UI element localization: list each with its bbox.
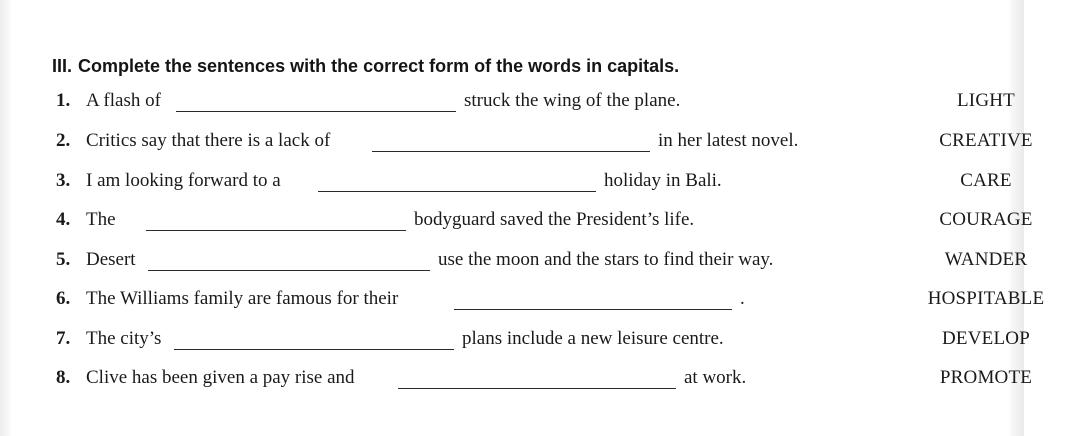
capital-word: HOSPITABLE bbox=[927, 288, 1045, 309]
item-text-before: The bbox=[86, 209, 116, 230]
item-number: 8. bbox=[56, 367, 71, 388]
answer-blank-7[interactable] bbox=[174, 349, 454, 350]
item-text-before: The city’s bbox=[86, 328, 162, 349]
capital-word: COURAGE bbox=[939, 209, 1033, 230]
exercise-item-7 bbox=[56, 328, 1030, 358]
exercise-item-2 bbox=[56, 130, 1033, 160]
exercise-item-6 bbox=[56, 288, 1045, 318]
item-number: 2. bbox=[56, 130, 71, 151]
exercise-item-1 bbox=[56, 90, 1015, 120]
capital-word: PROMOTE bbox=[939, 367, 1033, 388]
answer-blank-5[interactable] bbox=[148, 270, 430, 271]
item-text-after: use the moon and the stars to find their way. bbox=[438, 249, 774, 270]
item-text-after: bodyguard saved the President’s life. bbox=[414, 209, 695, 230]
item-text-before: Desert bbox=[86, 249, 136, 270]
answer-blank-4[interactable] bbox=[146, 230, 406, 231]
capital-word: LIGHT bbox=[957, 90, 1015, 111]
item-number: 3. bbox=[56, 170, 71, 191]
exercise-heading bbox=[52, 56, 679, 77]
answer-blank-3[interactable] bbox=[318, 191, 596, 192]
item-text-after: plans include a new leisure centre. bbox=[462, 328, 724, 349]
capital-word: WANDER bbox=[944, 249, 1028, 270]
answer-blank-8[interactable] bbox=[398, 388, 676, 389]
page-edge-shadow-left bbox=[0, 0, 12, 436]
item-number: 4. bbox=[56, 209, 71, 230]
answer-blank-2[interactable] bbox=[372, 151, 650, 152]
item-text-after: at work. bbox=[684, 367, 747, 388]
item-number: 7. bbox=[56, 328, 71, 349]
item-text-after: in her latest novel. bbox=[658, 130, 799, 151]
exercise-item-3 bbox=[56, 170, 1012, 200]
capital-word: CREATIVE bbox=[939, 130, 1033, 151]
item-text-before: Clive has been given a pay rise and bbox=[86, 367, 355, 388]
item-text-before: The Williams family are famous for their bbox=[86, 288, 399, 309]
exercise-item-4 bbox=[56, 209, 1033, 239]
item-text-after: holiday in Bali. bbox=[604, 170, 722, 191]
item-text-after: struck the wing of the plane. bbox=[464, 90, 681, 111]
exercise-item-5 bbox=[56, 249, 1028, 279]
capital-word: CARE bbox=[960, 170, 1012, 191]
exercise-item-8 bbox=[56, 367, 1033, 397]
answer-blank-1[interactable] bbox=[176, 111, 456, 112]
item-number: 1. bbox=[56, 90, 71, 111]
capital-word: DEVELOP bbox=[942, 328, 1030, 349]
exercise-instruction: Complete the sentences with the correct form of the words in capitals. bbox=[78, 56, 680, 76]
exercise-number: III. bbox=[52, 56, 73, 76]
item-text-before: I am looking forward to a bbox=[86, 170, 281, 191]
item-number: 5. bbox=[56, 249, 71, 270]
item-text-before: A flash of bbox=[86, 90, 161, 111]
item-number: 6. bbox=[56, 288, 71, 309]
item-text-before: Critics say that there is a lack of bbox=[86, 130, 331, 151]
answer-blank-6[interactable] bbox=[454, 309, 732, 310]
item-text-after: . bbox=[740, 288, 745, 309]
